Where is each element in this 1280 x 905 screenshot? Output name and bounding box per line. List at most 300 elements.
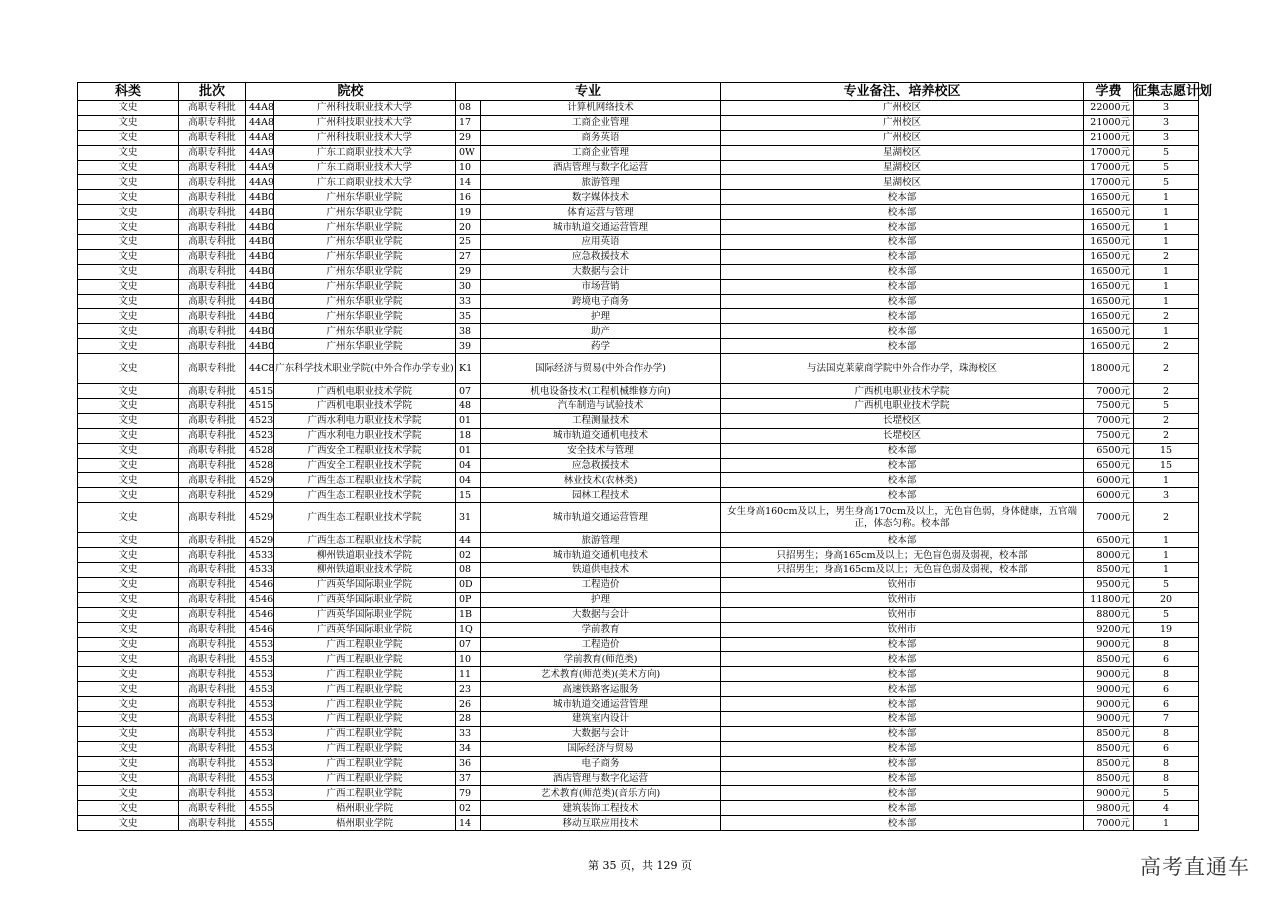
- cell-tuition: 22000元: [1084, 101, 1134, 116]
- cell-school-name: 广州东华职业学院: [274, 220, 456, 235]
- cell-category: 文史: [78, 160, 179, 175]
- cell-plan-count: 6: [1134, 741, 1199, 756]
- cell-school-name: 广西生态工程职业技术学院: [274, 503, 456, 533]
- cell-school-code: 4523: [246, 428, 274, 443]
- cell-category: 文史: [78, 488, 179, 503]
- cell-category: 文史: [78, 563, 179, 578]
- cell-major-name: 大数据与会计: [481, 726, 721, 741]
- cell-tuition: 17000元: [1084, 160, 1134, 175]
- cell-tuition: 6500元: [1084, 443, 1134, 458]
- cell-plan-count: 2: [1134, 428, 1199, 443]
- cell-remarks: 星湖校区: [721, 145, 1084, 160]
- cell-category: 文史: [78, 741, 179, 756]
- cell-school-code: 4553: [246, 652, 274, 667]
- table-row: [78, 577, 1199, 592]
- cell-school-name: 梧州职业学院: [274, 816, 456, 831]
- table-row: [78, 622, 1199, 637]
- cell-remarks: 校本部: [721, 309, 1084, 324]
- table-row: [78, 130, 1199, 145]
- cell-remarks: 校本部: [721, 533, 1084, 548]
- cell-category: 文史: [78, 249, 179, 264]
- table-row: [78, 503, 1199, 533]
- cell-remarks: 校本部: [721, 682, 1084, 697]
- cell-category: 文史: [78, 264, 179, 279]
- cell-plan-count: 1: [1134, 279, 1199, 294]
- cell-remarks: 校本部: [721, 667, 1084, 682]
- cell-plan-count: 2: [1134, 384, 1199, 399]
- table-row: [78, 145, 1199, 160]
- cell-major-name: 市场营销: [481, 279, 721, 294]
- cell-tuition: 7000元: [1084, 413, 1134, 428]
- cell-school-code: 4546: [246, 607, 274, 622]
- cell-major-code: 44: [456, 533, 481, 548]
- cell-category: 文史: [78, 771, 179, 786]
- cell-school-code: 44B0: [246, 324, 274, 339]
- cell-school-name: 广州科技职业技术大学: [274, 115, 456, 130]
- cell-tuition: 16500元: [1084, 220, 1134, 235]
- table-row: [78, 652, 1199, 667]
- cell-major-code: 02: [456, 548, 481, 563]
- cell-school-code: 4529: [246, 503, 274, 533]
- cell-major-code: 18: [456, 428, 481, 443]
- cell-school-code: 4553: [246, 637, 274, 652]
- cell-major-code: 31: [456, 503, 481, 533]
- cell-category: 文史: [78, 816, 179, 831]
- cell-batch: 高职专科批: [179, 637, 246, 652]
- table-row: [78, 607, 1199, 622]
- cell-category: 文史: [78, 428, 179, 443]
- cell-remarks: 校本部: [721, 726, 1084, 741]
- cell-batch: 高职专科批: [179, 220, 246, 235]
- cell-major-code: 0D: [456, 577, 481, 592]
- cell-batch: 高职专科批: [179, 443, 246, 458]
- cell-school-name: 广西英华国际职业学院: [274, 592, 456, 607]
- cell-school-code: 44A8: [246, 101, 274, 116]
- cell-major-name: 商务英语: [481, 130, 721, 145]
- cell-tuition: 9000元: [1084, 711, 1134, 726]
- cell-category: 文史: [78, 473, 179, 488]
- cell-category: 文史: [78, 190, 179, 205]
- cell-school-name: 广西工程职业学院: [274, 711, 456, 726]
- cell-tuition: 6500元: [1084, 533, 1134, 548]
- cell-plan-count: 3: [1134, 130, 1199, 145]
- cell-tuition: 16500元: [1084, 264, 1134, 279]
- cell-remarks: 广州校区: [721, 115, 1084, 130]
- cell-major-code: 35: [456, 309, 481, 324]
- cell-tuition: 9200元: [1084, 622, 1134, 637]
- table-row: [78, 115, 1199, 130]
- cell-category: 文史: [78, 711, 179, 726]
- cell-school-code: 4546: [246, 592, 274, 607]
- table-row: [78, 428, 1199, 443]
- cell-school-name: 广西工程职业学院: [274, 667, 456, 682]
- cell-school-code: 4553: [246, 756, 274, 771]
- cell-school-code: 44B0: [246, 205, 274, 220]
- cell-major-name: 林业技术(农林类): [481, 473, 721, 488]
- cell-plan-count: 1: [1134, 190, 1199, 205]
- cell-category: 文史: [78, 682, 179, 697]
- header-major: 专业: [456, 83, 721, 101]
- cell-category: 文史: [78, 726, 179, 741]
- cell-plan-count: 2: [1134, 339, 1199, 354]
- cell-school-name: 广西水利电力职业技术学院: [274, 428, 456, 443]
- cell-school-name: 广西工程职业学院: [274, 771, 456, 786]
- cell-batch: 高职专科批: [179, 801, 246, 816]
- cell-tuition: 8500元: [1084, 563, 1134, 578]
- cell-tuition: 7000元: [1084, 816, 1134, 831]
- cell-school-name: 广州东华职业学院: [274, 249, 456, 264]
- cell-tuition: 6000元: [1084, 488, 1134, 503]
- cell-school-code: 4553: [246, 682, 274, 697]
- cell-category: 文史: [78, 786, 179, 801]
- cell-major-name: 艺术教育(师范类)(音乐方向): [481, 786, 721, 801]
- cell-batch: 高职专科批: [179, 711, 246, 726]
- cell-remarks: 校本部: [721, 786, 1084, 801]
- cell-remarks: 校本部: [721, 264, 1084, 279]
- cell-major-name: 汽车制造与试验技术: [481, 399, 721, 414]
- cell-school-code: 44B0: [246, 339, 274, 354]
- table-row: [78, 563, 1199, 578]
- cell-remarks: 女生身高160cm及以上，男生身高170cm及以上，无色盲色弱，身体健康，五官端正，体态匀称。校本部: [721, 503, 1084, 533]
- cell-school-name: 广东工商职业技术大学: [274, 145, 456, 160]
- cell-school-name: 广西英华国际职业学院: [274, 607, 456, 622]
- cell-school-name: 广西工程职业学院: [274, 786, 456, 801]
- cell-remarks: 校本部: [721, 711, 1084, 726]
- cell-major-code: 36: [456, 756, 481, 771]
- cell-plan-count: 3: [1134, 115, 1199, 130]
- cell-plan-count: 3: [1134, 101, 1199, 116]
- cell-batch: 高职专科批: [179, 607, 246, 622]
- table-row: [78, 637, 1199, 652]
- cell-remarks: 校本部: [721, 637, 1084, 652]
- cell-batch: 高职专科批: [179, 294, 246, 309]
- table-row: [78, 533, 1199, 548]
- cell-category: 文史: [78, 577, 179, 592]
- cell-school-code: 44A9: [246, 160, 274, 175]
- cell-major-name: 艺术教育(师范类)(美术方向): [481, 667, 721, 682]
- cell-plan-count: 3: [1134, 488, 1199, 503]
- cell-major-name: 大数据与会计: [481, 264, 721, 279]
- cell-school-name: 广西工程职业学院: [274, 652, 456, 667]
- cell-school-name: 广西机电职业技术学院: [274, 384, 456, 399]
- cell-batch: 高职专科批: [179, 726, 246, 741]
- cell-tuition: 8500元: [1084, 756, 1134, 771]
- cell-school-code: 44B0: [246, 309, 274, 324]
- cell-batch: 高职专科批: [179, 577, 246, 592]
- cell-major-code: 33: [456, 726, 481, 741]
- cell-major-name: 学前教育: [481, 622, 721, 637]
- cell-tuition: 7500元: [1084, 399, 1134, 414]
- cell-remarks: 校本部: [721, 443, 1084, 458]
- cell-plan-count: 5: [1134, 577, 1199, 592]
- cell-school-name: 广州东华职业学院: [274, 339, 456, 354]
- cell-major-name: 城市轨道交通运营管理: [481, 503, 721, 533]
- cell-category: 文史: [78, 756, 179, 771]
- cell-category: 文史: [78, 309, 179, 324]
- cell-major-name: 应急救援技术: [481, 249, 721, 264]
- cell-remarks: 只招男生；身高165cm及以上；无色盲色弱及弱视，校本部: [721, 563, 1084, 578]
- header-category: 科类: [78, 83, 179, 101]
- cell-remarks: 广州校区: [721, 101, 1084, 116]
- cell-batch: 高职专科批: [179, 622, 246, 637]
- table-row: [78, 294, 1199, 309]
- cell-school-name: 广东科学技术职业学院(中外合作办学专业): [274, 354, 456, 384]
- table-row: [78, 473, 1199, 488]
- cell-remarks: 校本部: [721, 458, 1084, 473]
- cell-major-code: 14: [456, 175, 481, 190]
- cell-major-code: 10: [456, 652, 481, 667]
- cell-major-code: 15: [456, 488, 481, 503]
- cell-major-code: 0W: [456, 145, 481, 160]
- cell-school-code: 44B0: [246, 220, 274, 235]
- cell-tuition: 9000元: [1084, 786, 1134, 801]
- cell-school-name: 广州东华职业学院: [274, 205, 456, 220]
- cell-school-code: 44B0: [246, 294, 274, 309]
- cell-batch: 高职专科批: [179, 339, 246, 354]
- table-row: [78, 697, 1199, 712]
- cell-school-name: 广西工程职业学院: [274, 756, 456, 771]
- cell-school-name: 广州科技职业技术大学: [274, 130, 456, 145]
- cell-major-name: 学前教育(师范类): [481, 652, 721, 667]
- table-row: [78, 101, 1199, 116]
- cell-school-code: 4529: [246, 488, 274, 503]
- cell-major-code: 1Q: [456, 622, 481, 637]
- cell-school-code: 4523: [246, 413, 274, 428]
- cell-major-code: 33: [456, 294, 481, 309]
- cell-tuition: 17000元: [1084, 175, 1134, 190]
- cell-plan-count: 1: [1134, 816, 1199, 831]
- cell-plan-count: 5: [1134, 786, 1199, 801]
- cell-major-name: 护理: [481, 592, 721, 607]
- cell-major-name: 酒店管理与数字化运营: [481, 771, 721, 786]
- cell-batch: 高职专科批: [179, 354, 246, 384]
- table-row: [78, 160, 1199, 175]
- cell-remarks: 钦州市: [721, 607, 1084, 622]
- cell-major-name: 国际经济与贸易: [481, 741, 721, 756]
- cell-remarks: 长堽校区: [721, 428, 1084, 443]
- cell-batch: 高职专科批: [179, 115, 246, 130]
- cell-category: 文史: [78, 548, 179, 563]
- cell-batch: 高职专科批: [179, 816, 246, 831]
- cell-tuition: 9000元: [1084, 667, 1134, 682]
- cell-major-code: 07: [456, 384, 481, 399]
- cell-school-code: 44C8: [246, 354, 274, 384]
- cell-tuition: 9000元: [1084, 682, 1134, 697]
- cell-school-code: 44B0: [246, 190, 274, 205]
- cell-major-name: 体育运营与管理: [481, 205, 721, 220]
- cell-school-name: 广西英华国际职业学院: [274, 622, 456, 637]
- cell-tuition: 16500元: [1084, 339, 1134, 354]
- cell-batch: 高职专科批: [179, 190, 246, 205]
- cell-tuition: 9500元: [1084, 577, 1134, 592]
- cell-school-code: 44A9: [246, 145, 274, 160]
- cell-plan-count: 6: [1134, 697, 1199, 712]
- table-row: [78, 726, 1199, 741]
- cell-remarks: 星湖校区: [721, 175, 1084, 190]
- cell-plan-count: 1: [1134, 205, 1199, 220]
- cell-school-code: 4529: [246, 473, 274, 488]
- table-row: [78, 249, 1199, 264]
- table-row: [78, 384, 1199, 399]
- cell-school-name: 广州东华职业学院: [274, 324, 456, 339]
- cell-plan-count: 1: [1134, 294, 1199, 309]
- cell-school-name: 广东工商职业技术大学: [274, 160, 456, 175]
- cell-tuition: 7500元: [1084, 428, 1134, 443]
- cell-major-name: 大数据与会计: [481, 607, 721, 622]
- cell-school-name: 广州科技职业技术大学: [274, 101, 456, 116]
- cell-school-code: 4555: [246, 816, 274, 831]
- cell-major-name: 城市轨道交通运营管理: [481, 220, 721, 235]
- cell-major-code: 27: [456, 249, 481, 264]
- cell-school-code: 4528: [246, 443, 274, 458]
- cell-major-code: 04: [456, 473, 481, 488]
- cell-tuition: 16500元: [1084, 294, 1134, 309]
- cell-major-code: K1: [456, 354, 481, 384]
- cell-batch: 高职专科批: [179, 413, 246, 428]
- cell-remarks: 广西机电职业技术学院: [721, 399, 1084, 414]
- cell-category: 文史: [78, 294, 179, 309]
- cell-major-name: 园林工程技术: [481, 488, 721, 503]
- cell-category: 文史: [78, 279, 179, 294]
- cell-remarks: 校本部: [721, 473, 1084, 488]
- cell-remarks: 校本部: [721, 235, 1084, 250]
- cell-tuition: 21000元: [1084, 130, 1134, 145]
- admission-plan-sheet: [77, 82, 1213, 831]
- cell-school-name: 广西安全工程职业技术学院: [274, 443, 456, 458]
- cell-category: 文史: [78, 697, 179, 712]
- cell-batch: 高职专科批: [179, 756, 246, 771]
- cell-remarks: 只招男生；身高165cm及以上；无色盲色弱及弱视，校本部: [721, 548, 1084, 563]
- cell-major-name: 城市轨道交通机电技术: [481, 548, 721, 563]
- cell-school-code: 4553: [246, 771, 274, 786]
- cell-major-code: 30: [456, 279, 481, 294]
- cell-major-name: 旅游管理: [481, 175, 721, 190]
- table-row: [78, 354, 1199, 384]
- cell-remarks: 校本部: [721, 339, 1084, 354]
- cell-batch: 高职专科批: [179, 652, 246, 667]
- cell-batch: 高职专科批: [179, 592, 246, 607]
- cell-batch: 高职专科批: [179, 399, 246, 414]
- cell-school-code: 44B0: [246, 264, 274, 279]
- cell-tuition: 7000元: [1084, 384, 1134, 399]
- cell-school-name: 广西工程职业学院: [274, 682, 456, 697]
- cell-tuition: 8500元: [1084, 726, 1134, 741]
- cell-tuition: 6000元: [1084, 473, 1134, 488]
- cell-plan-count: 2: [1134, 354, 1199, 384]
- cell-plan-count: 15: [1134, 443, 1199, 458]
- cell-batch: 高职专科批: [179, 473, 246, 488]
- header-remarks: 专业备注、培养校区: [721, 83, 1084, 101]
- cell-major-code: 29: [456, 264, 481, 279]
- cell-school-name: 广西生态工程职业技术学院: [274, 533, 456, 548]
- cell-plan-count: 1: [1134, 473, 1199, 488]
- cell-major-name: 移动互联应用技术: [481, 816, 721, 831]
- cell-major-code: 48: [456, 399, 481, 414]
- cell-school-code: 4515: [246, 384, 274, 399]
- table-row: [78, 458, 1199, 473]
- cell-plan-count: 1: [1134, 563, 1199, 578]
- cell-batch: 高职专科批: [179, 249, 246, 264]
- cell-remarks: 校本部: [721, 816, 1084, 831]
- cell-plan-count: 20: [1134, 592, 1199, 607]
- cell-major-code: 38: [456, 324, 481, 339]
- cell-tuition: 6500元: [1084, 458, 1134, 473]
- cell-major-name: 工商企业管理: [481, 115, 721, 130]
- table-body: [78, 101, 1199, 831]
- cell-category: 文史: [78, 413, 179, 428]
- cell-category: 文史: [78, 220, 179, 235]
- cell-category: 文史: [78, 324, 179, 339]
- cell-remarks: 校本部: [721, 741, 1084, 756]
- cell-plan-count: 1: [1134, 235, 1199, 250]
- cell-school-name: 广西水利电力职业技术学院: [274, 413, 456, 428]
- cell-school-code: 4553: [246, 786, 274, 801]
- cell-plan-count: 4: [1134, 801, 1199, 816]
- cell-tuition: 8000元: [1084, 548, 1134, 563]
- cell-school-code: 44B0: [246, 235, 274, 250]
- cell-plan-count: 8: [1134, 756, 1199, 771]
- table-row: [78, 190, 1199, 205]
- cell-tuition: 8800元: [1084, 607, 1134, 622]
- cell-school-name: 广州东华职业学院: [274, 235, 456, 250]
- cell-school-code: 4553: [246, 741, 274, 756]
- cell-major-code: 37: [456, 771, 481, 786]
- cell-plan-count: 8: [1134, 667, 1199, 682]
- cell-plan-count: 8: [1134, 637, 1199, 652]
- cell-batch: 高职专科批: [179, 488, 246, 503]
- cell-batch: 高职专科批: [179, 667, 246, 682]
- cell-major-name: 工程造价: [481, 577, 721, 592]
- cell-major-code: 1B: [456, 607, 481, 622]
- cell-major-name: 工程造价: [481, 637, 721, 652]
- cell-school-code: 4553: [246, 697, 274, 712]
- table-row: [78, 264, 1199, 279]
- cell-tuition: 16500元: [1084, 235, 1134, 250]
- cell-category: 文史: [78, 354, 179, 384]
- header-plan-count: 征集志愿计划: [1134, 83, 1213, 99]
- cell-batch: 高职专科批: [179, 130, 246, 145]
- cell-remarks: 校本部: [721, 324, 1084, 339]
- cell-tuition: 7000元: [1084, 503, 1134, 533]
- cell-school-code: 4529: [246, 533, 274, 548]
- cell-plan-count: 1: [1134, 220, 1199, 235]
- cell-batch: 高职专科批: [179, 741, 246, 756]
- table-row: [78, 801, 1199, 816]
- cell-tuition: 9800元: [1084, 801, 1134, 816]
- cell-major-code: 28: [456, 711, 481, 726]
- cell-category: 文史: [78, 339, 179, 354]
- cell-plan-count: 2: [1134, 413, 1199, 428]
- cell-major-name: 安全技术与管理: [481, 443, 721, 458]
- cell-major-code: 79: [456, 786, 481, 801]
- table-row: [78, 235, 1199, 250]
- cell-school-code: 44A8: [246, 115, 274, 130]
- cell-category: 文史: [78, 533, 179, 548]
- cell-batch: 高职专科批: [179, 264, 246, 279]
- cell-batch: 高职专科批: [179, 428, 246, 443]
- cell-plan-count: 5: [1134, 607, 1199, 622]
- cell-school-code: 4553: [246, 667, 274, 682]
- cell-school-name: 柳州铁道职业技术学院: [274, 548, 456, 563]
- cell-major-name: 护理: [481, 309, 721, 324]
- cell-major-code: 17: [456, 115, 481, 130]
- cell-major-code: 16: [456, 190, 481, 205]
- cell-major-code: 20: [456, 220, 481, 235]
- cell-batch: 高职专科批: [179, 697, 246, 712]
- table-row: [78, 816, 1199, 831]
- cell-batch: 高职专科批: [179, 384, 246, 399]
- admission-plan-table: [77, 82, 1213, 831]
